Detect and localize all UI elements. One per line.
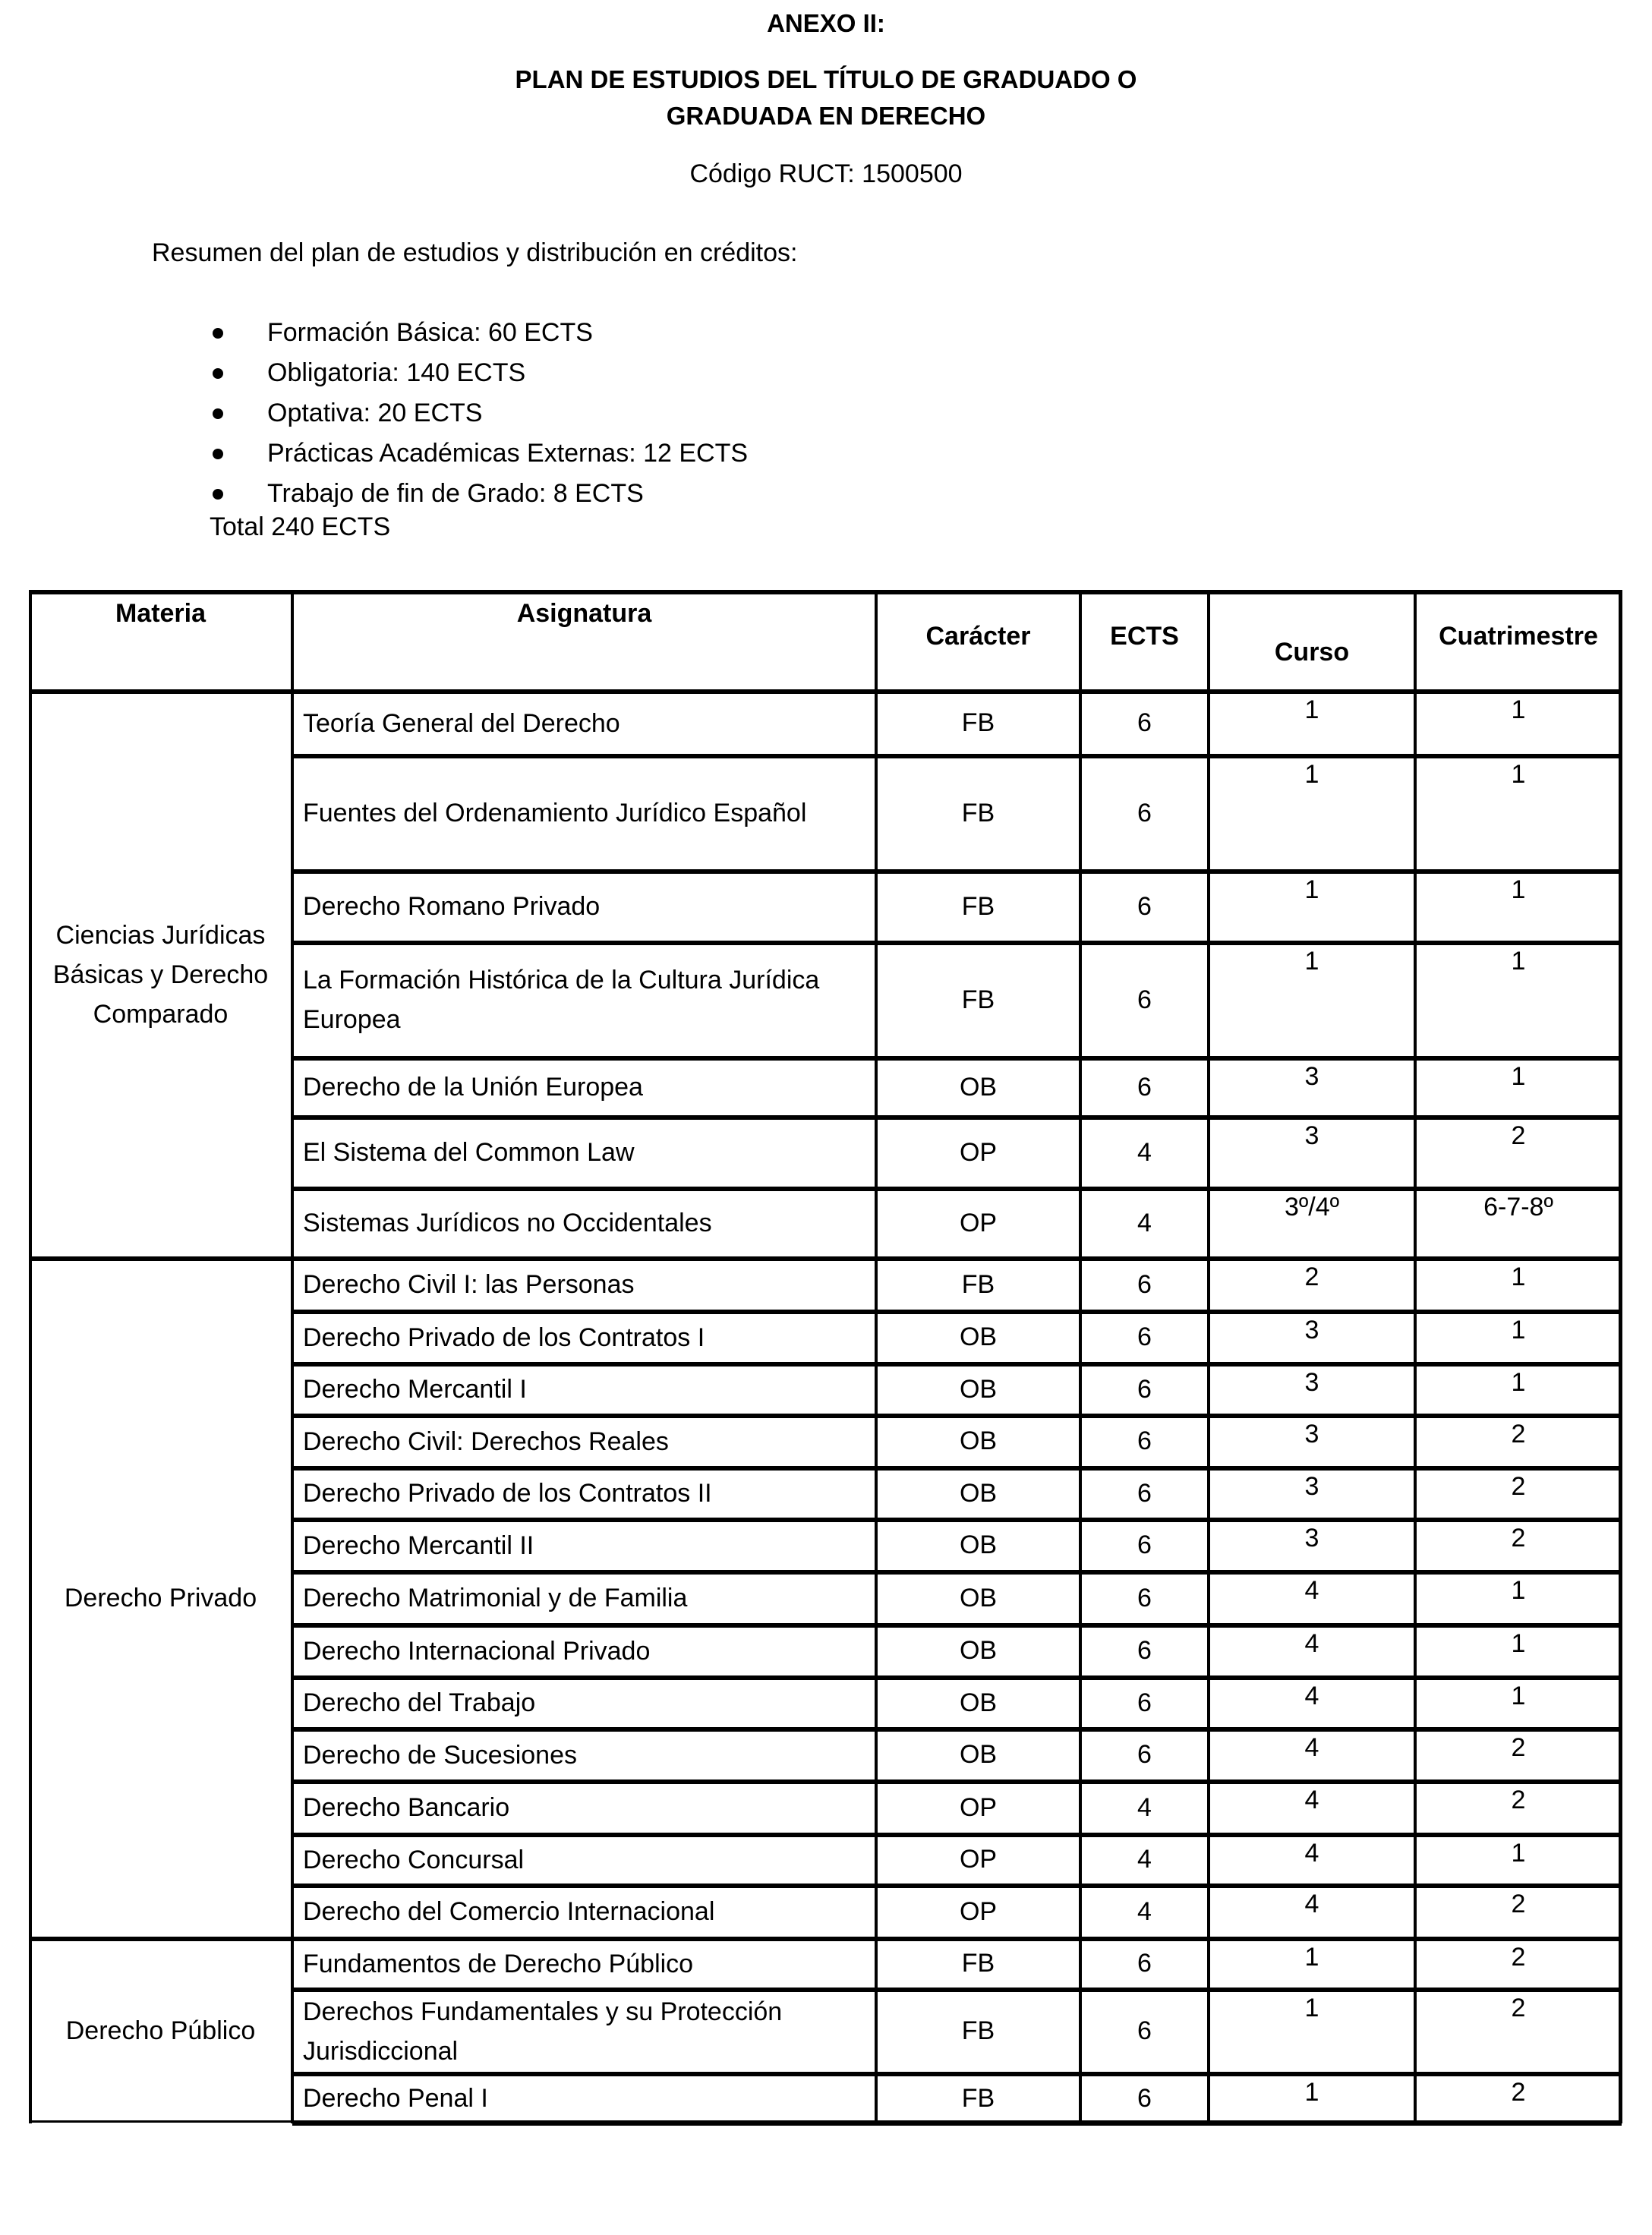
header-caracter: Carácter [925,622,1031,651]
semester-cell: 2 [1511,2078,1526,2107]
table-rule [292,1414,1622,1418]
summary-item: Optativa: 20 ECTS [206,393,748,433]
year-cell: 4 [1304,1576,1319,1605]
table-rule [292,1623,1622,1628]
character-cell: OB [959,1426,998,1455]
subject-cell: Derecho Concursal [303,1845,525,1874]
character-cell: OP [959,1845,998,1874]
subject-cell: Derecho Mercantil I [303,1375,527,1404]
year-cell: 4 [1304,1839,1319,1868]
table-rule [29,2120,292,2123]
summary-item: Trabajo de fin de Grado: 8 ECTS [206,474,748,514]
semester-cell: 1 [1511,1368,1526,1397]
semester-cell: 2 [1511,1472,1526,1501]
semester-cell: 2 [1511,1121,1526,1150]
year-cell: 1 [1304,695,1319,724]
subject-cell: Derecho del Trabajo [303,1688,536,1717]
header-asignatura: Asignatura [516,599,652,628]
ects-cell: 6 [1137,1374,1152,1404]
table-rule [292,2072,1622,2076]
ects-cell: 6 [1137,1949,1152,1978]
ects-cell: 4 [1137,1845,1152,1874]
table-rule [29,590,32,2123]
year-cell: 1 [1304,947,1319,976]
year-cell: 3 [1304,1524,1319,1553]
subject-cell: La Formación Histórica de la Cultura Jurídica Europea [303,966,820,1034]
semester-cell: 1 [1511,1839,1526,1868]
semester-cell: 1 [1511,1682,1526,1710]
table-rule [1207,590,1210,2123]
semester-cell: 6-7-8º [1483,1193,1553,1222]
character-cell: FB [961,891,995,921]
ects-cell: 6 [1137,2016,1152,2045]
subject-cell: Derecho Civil: Derechos Reales [303,1426,669,1456]
character-cell: OB [959,1322,998,1351]
table-rule [292,1362,1622,1367]
summary-item: Obligatoria: 140 ECTS [206,353,748,393]
table-rule [29,689,1622,694]
table-rule [292,1727,1622,1732]
subject-cell: Derecho Romano Privado [303,892,601,921]
year-cell: 1 [1304,1943,1319,1972]
character-cell: OP [959,1896,998,1926]
subject-cell: Derecho Penal I [303,2084,488,2113]
ects-cell: 6 [1137,1072,1152,1102]
ects-cell: 6 [1137,1636,1152,1665]
character-cell: OB [959,1374,998,1404]
subject-cell: El Sistema del Common Law [303,1138,635,1167]
character-cell: FB [961,798,995,827]
bullet-icon [213,328,223,339]
table-rule [292,1466,1622,1471]
bullet-icon [213,449,223,459]
summary-total: Total 240 ECTS [210,512,391,541]
year-cell: 3 [1304,1420,1319,1448]
table-rule [29,1937,1622,1941]
ects-cell: 4 [1137,1792,1152,1822]
year-cell: 1 [1304,760,1319,789]
subject-cell: Fundamentos de Derecho Público [303,1949,694,1978]
character-cell: OB [959,1530,998,1559]
year-cell: 4 [1304,1629,1319,1658]
subject-cell: Derecho Privado de los Contratos I [303,1322,705,1352]
year-cell: 4 [1304,1890,1319,1918]
table-rule [1079,590,1082,2123]
year-cell: 1 [1304,1994,1319,2022]
ects-cell: 6 [1137,1269,1152,1299]
table-rule [1414,590,1417,2123]
semester-cell: 1 [1511,695,1526,724]
table-rule [292,1988,1622,1992]
table-rule [292,1570,1622,1575]
year-cell: 1 [1304,875,1319,904]
character-cell: OB [959,1072,998,1102]
subject-cell: Fuentes del Ordenamiento Jurídico Español [303,799,807,827]
table-rule [292,754,1622,758]
table-rule [292,1310,1622,1314]
subject-cell: Derecho Matrimonial y de Familia [303,1584,688,1612]
bullet-icon [213,408,223,419]
table-rule [292,1187,1622,1191]
character-cell: OB [959,1478,998,1508]
annex-label: ANEXO II: [767,9,885,37]
character-cell: FB [961,985,995,1014]
table-rule [1619,590,1622,2123]
semester-cell: 2 [1511,1943,1526,1972]
semester-cell: 1 [1511,947,1526,976]
table-rule [291,590,294,2123]
ects-cell: 6 [1137,1740,1152,1769]
materia-cell: Derecho Privado [64,1584,257,1612]
table-rule [292,941,1622,945]
ects-cell: 6 [1137,2083,1152,2113]
semester-cell: 1 [1511,1576,1526,1605]
table-rule [29,590,1622,594]
ects-cell: 6 [1137,1426,1152,1455]
table-rule [292,869,1622,874]
header-curso: Curso [1274,638,1350,667]
year-cell: 3º/4º [1284,1193,1340,1222]
ects-cell: 6 [1137,1322,1152,1351]
page-title-line2: GRADUADA EN DERECHO [666,102,986,130]
page-title-line1: PLAN DE ESTUDIOS DEL TÍTULO DE GRADUADO O [515,65,1137,93]
subject-cell: Derecho Internacional Privado [303,1636,651,1666]
character-cell: OP [959,1792,998,1822]
semester-cell: 2 [1511,1786,1526,1814]
character-cell: OB [959,1583,998,1612]
ects-cell: 6 [1137,798,1152,827]
table-rule [292,1779,1622,1784]
semester-cell: 2 [1511,1733,1526,1762]
ects-cell: 6 [1137,1583,1152,1612]
semester-cell: 2 [1511,1420,1526,1448]
year-cell: 3 [1304,1062,1319,1091]
subject-cell: Derechos Fundamentales y su Protección Jurisdiccional [303,1997,783,2066]
semester-cell: 2 [1511,1994,1526,2022]
semester-cell: 1 [1511,1316,1526,1344]
summary-list [206,313,748,514]
ects-cell: 4 [1137,1896,1152,1926]
semester-cell: 2 [1511,1524,1526,1553]
subject-cell: Derecho de Sucesiones [303,1740,578,1770]
semester-cell: 1 [1511,760,1526,789]
table-rule [292,1056,1622,1061]
year-cell: 4 [1304,1786,1319,1814]
character-cell: FB [961,1269,995,1299]
ruct-code: Código RUCT: 1500500 [689,159,963,188]
year-cell: 3 [1304,1368,1319,1397]
table-rule [29,1256,1622,1261]
table-rule [292,2120,1622,2126]
bullet-icon [213,368,223,379]
ects-cell: 4 [1137,1137,1152,1167]
materia-cell: Derecho Público [65,2016,256,2045]
subject-cell: Derecho Civil I: las Personas [303,1270,635,1299]
character-cell: OB [959,1688,998,1717]
character-cell: FB [961,708,995,737]
subject-cell: Derecho Privado de los Contratos II [303,1479,712,1508]
summary-item: Formación Básica: 60 ECTS [206,313,748,353]
semester-cell: 1 [1511,1629,1526,1658]
ects-cell: 4 [1137,1208,1152,1237]
subject-cell: Derecho Mercantil II [303,1530,534,1560]
table-rule [292,1675,1622,1680]
character-cell: FB [961,1949,995,1978]
semester-cell: 1 [1511,1263,1526,1291]
ects-cell: 6 [1137,1530,1152,1559]
year-cell: 4 [1304,1733,1319,1762]
year-cell: 3 [1304,1121,1319,1150]
character-cell: OP [959,1208,998,1237]
table-rule [292,1884,1622,1888]
character-cell: FB [961,2083,995,2113]
subject-cell: Sistemas Jurídicos no Occidentales [303,1209,712,1237]
ects-cell: 6 [1137,891,1152,921]
table-rule [875,590,878,2123]
header-materia: Materia [115,599,206,628]
table-rule [292,1115,1622,1120]
character-cell: OB [959,1740,998,1769]
subject-cell: Teoría General del Derecho [303,708,620,738]
semester-cell: 1 [1511,1062,1526,1091]
summary-intro: Resumen del plan de estudios y distribución en créditos: [152,238,798,267]
character-cell: OP [959,1137,998,1167]
ects-cell: 6 [1137,1478,1152,1508]
year-cell: 2 [1304,1263,1319,1291]
semester-cell: 1 [1511,875,1526,904]
subject-cell: Derecho del Comercio Internacional [303,1897,715,1926]
table-rule [292,1518,1622,1522]
character-cell: FB [961,2016,995,2045]
semester-cell: 2 [1511,1890,1526,1918]
character-cell: OB [959,1636,998,1665]
year-cell: 1 [1304,2078,1319,2107]
ects-cell: 6 [1137,1688,1152,1717]
year-cell: 4 [1304,1682,1319,1710]
header-ects: ECTS [1110,622,1179,651]
materia-cell: Ciencias Jurídicas Básicas y Derecho Comparado [52,920,269,1029]
year-cell: 3 [1304,1472,1319,1501]
year-cell: 3 [1304,1316,1319,1344]
summary-item: Prácticas Académicas Externas: 12 ECTS [206,433,748,474]
ects-cell: 6 [1137,985,1152,1014]
bullet-icon [213,489,223,500]
ects-cell: 6 [1137,708,1152,737]
header-cuatrimestre: Cuatrimestre [1439,622,1598,651]
subject-cell: Derecho Bancario [303,1793,510,1822]
subject-cell: Derecho de la Unión Europea [303,1073,643,1102]
table-rule [292,1833,1622,1837]
